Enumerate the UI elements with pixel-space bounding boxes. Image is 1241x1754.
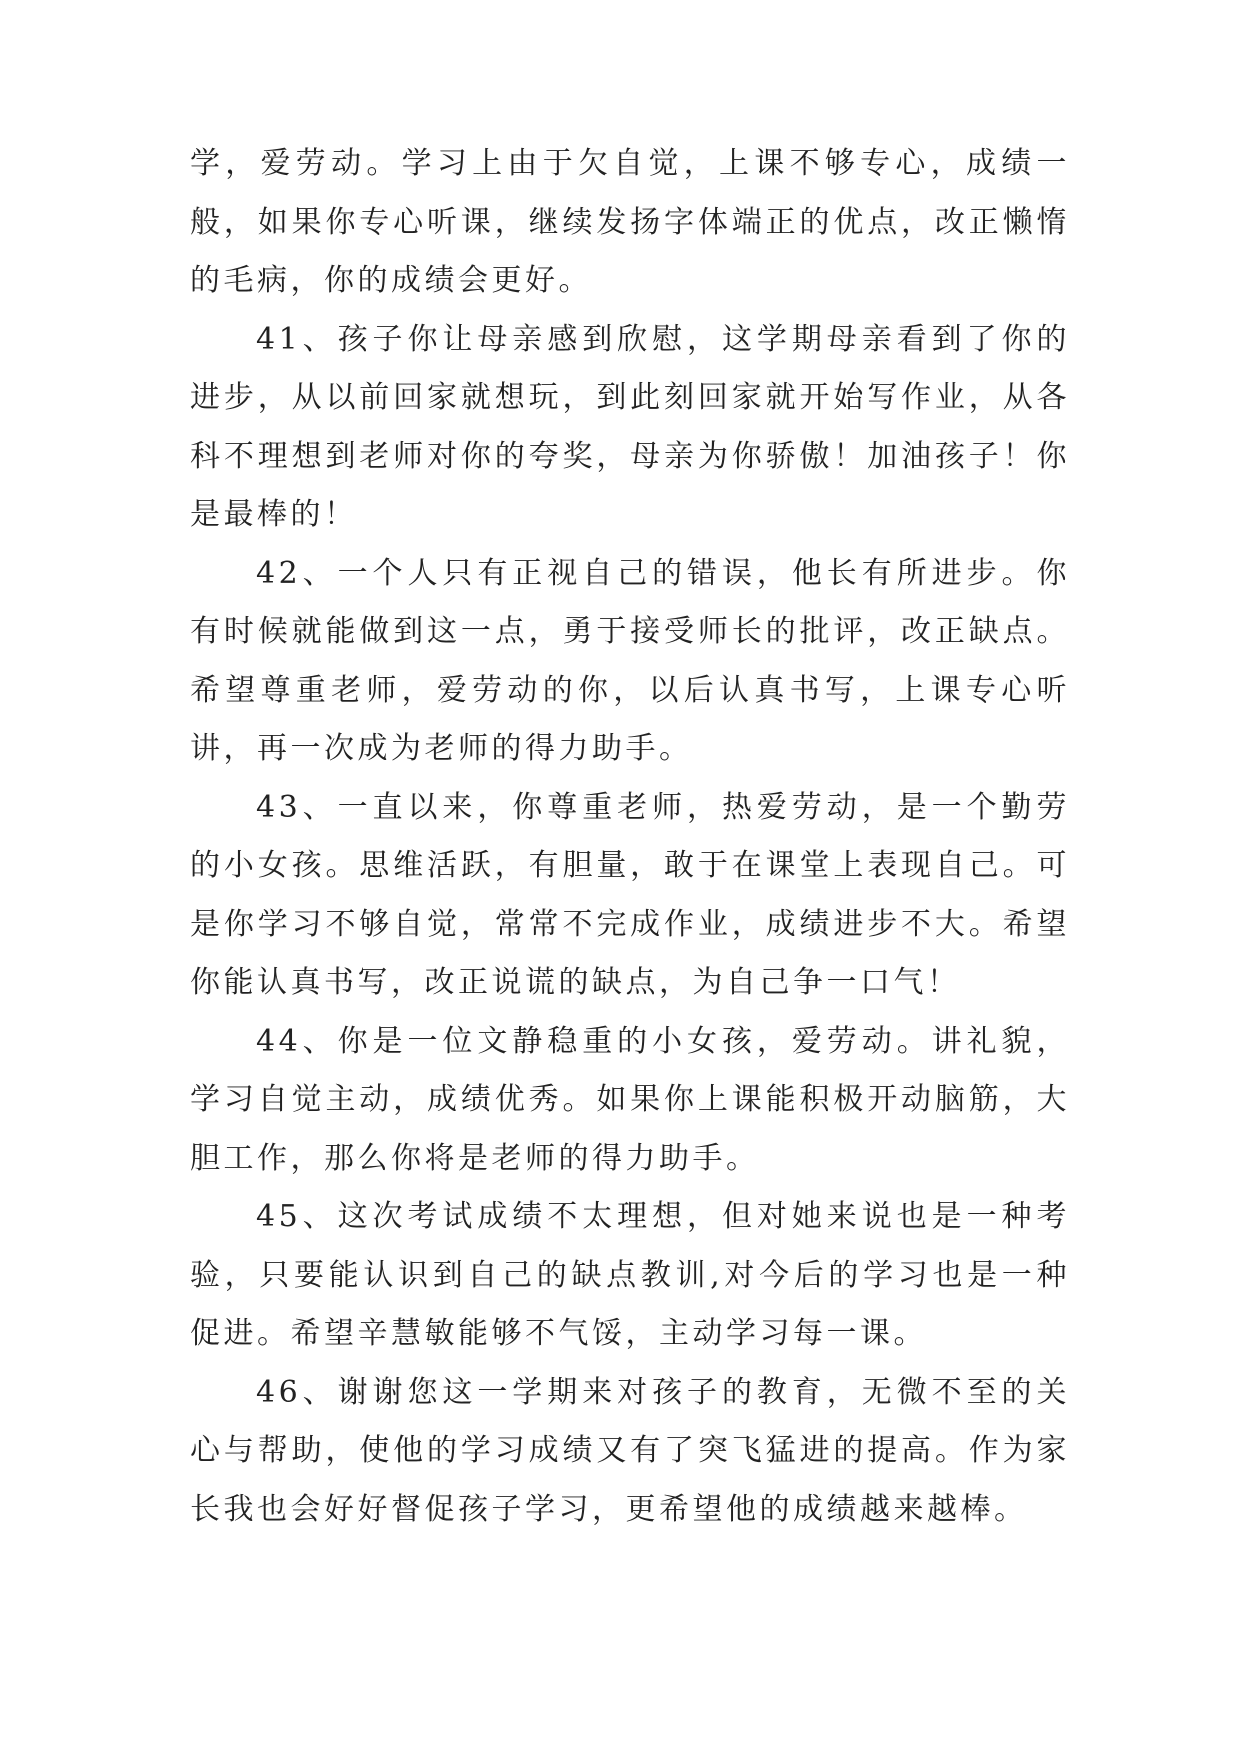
paragraph-41: 41、孩子你让母亲感到欣慰，这学期母亲看到了你的进步，从以前回家就想玩，到此刻回家就开始写作业，从各科不理想到老师对你的夸奖，母亲为你骄傲！加油孩子！你是最棒的！ xyxy=(190,321,1070,532)
paragraph-43: 43、一直以来，你尊重老师，热爱劳动，是一个勤劳的小女孩。思维活跃，有胆量，敢于在课堂上表现自己。可是你学习不够自觉，常常不完成作业，成绩进步不大。希望你能认真书写，改正说谎的缺点，为自己争一口气！ xyxy=(190,789,1070,1000)
paragraph-45: 45、这次考试成绩不太理想，但对她来说也是一种考验，只要能认识到自己的缺点教训,对今后的学习也是一种促进。希望辛慧敏能够不气馁，主动学习每一课。 xyxy=(190,1199,1070,1351)
document-body xyxy=(190,135,1070,1539)
paragraph-44: 44、你是一位文静稳重的小女孩，爱劳动。讲礼貌，学习自觉主动，成绩优秀。如果你上课能积极开动脑筋，大胆工作，那么你将是老师的得力助手。 xyxy=(190,1023,1070,1176)
paragraph-46: 46、谢谢您这一学期来对孩子的教育，无微不至的关心与帮助，使他的学习成绩又有了突飞猛进的提高。作为家长我也会好好督促孩子学习，更希望他的成绩越来越棒。 xyxy=(190,1374,1070,1527)
paragraph-42: 42、一个人只有正视自己的错误，他长有所进步。你有时候就能做到这一点，勇于接受师长的批评，改正缺点。希望尊重老师，爱劳动的你，以后认真书写，上课专心听讲，再一次成为老师的得力助手。 xyxy=(190,555,1070,766)
paragraph-continued: 学，爱劳动。学习上由于欠自觉，上课不够专心，成绩一般，如果你专心听课，继续发扬字体端正的优点，改正懒惰的毛病，你的成绩会更好。 xyxy=(190,146,1070,298)
